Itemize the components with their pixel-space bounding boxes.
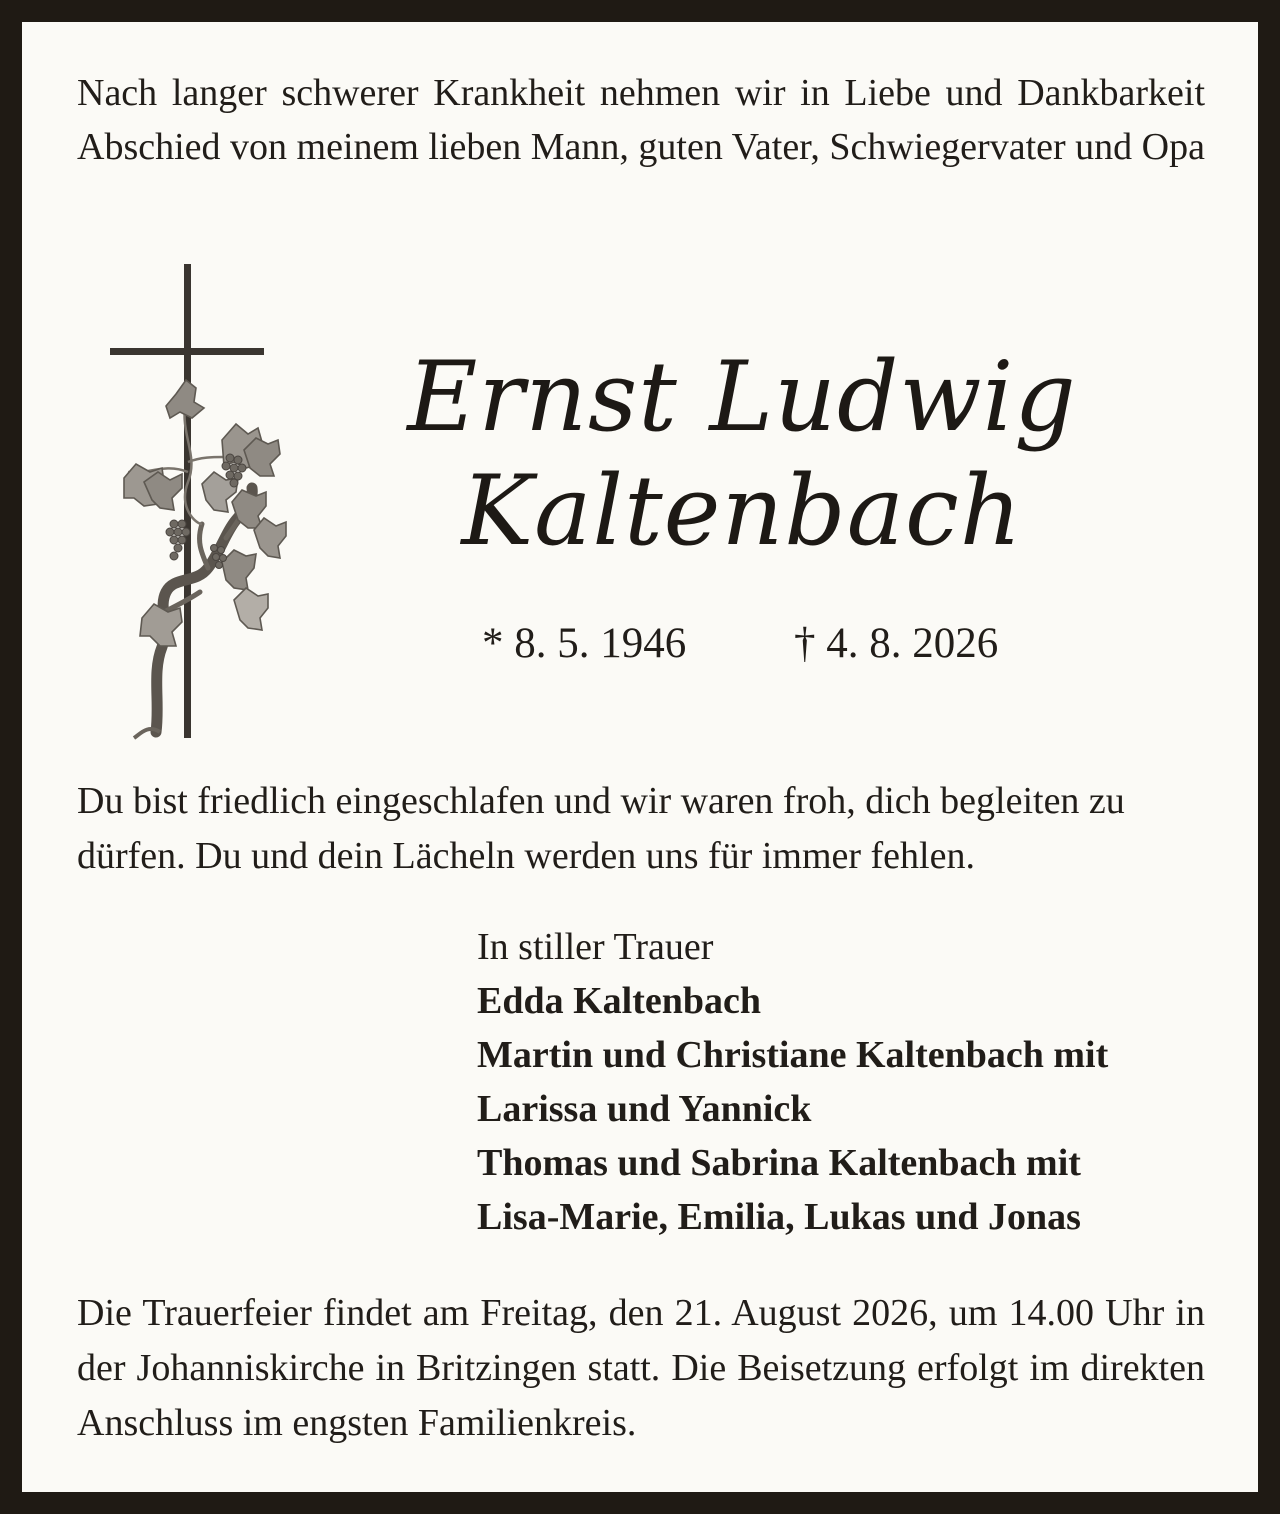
mourning-intro: In stiller Trauer (477, 926, 714, 968)
intro-text: Nach langer schwerer Krankheit nehmen wir in Liebe und Dankbarkeit Abschied von meinem lieben Mann, guten Vater, Schwiegervater und Opa (77, 72, 1205, 168)
name-first-line: Ernst Ludwig (407, 341, 1077, 453)
death-date: † 4. 8. 2026 (794, 620, 999, 667)
mourner-line: Edda Kaltenbach (477, 980, 762, 1022)
mourner-line: Larissa und Yannick (477, 1088, 812, 1130)
funeral-details: Die Trauerfeier findet am Freitag, den 21. August 2026, um 14.00 Uhr in der Johanniskirche in Britzingen statt. Die Beisetzung erfolgt im direkten Anschluss im engsten Familienkreis. (77, 1292, 1205, 1444)
mourners-block (477, 920, 1237, 1244)
farewell-text: Du bist friedlich eingeschlafen und wir waren froh, dich begleiten zu dürfen. Du und dein Lächeln werden uns für immer fehlen. (77, 780, 1125, 877)
name-second-line: Kaltenbach (461, 455, 1023, 567)
mourner-line: Thomas und Sabrina Kaltenbach mit (477, 1142, 1081, 1184)
mourner-line: Martin und Christiane Kaltenbach mit (477, 1034, 1109, 1076)
cross-with-grapevine-icon (104, 262, 294, 742)
deceased-name (322, 340, 1162, 568)
mourner-line: Lisa-Marie, Emilia, Lukas und Jonas (477, 1196, 1081, 1238)
birth-date: * 8. 5. 1946 (482, 620, 687, 667)
obituary-notice (22, 22, 1258, 1492)
